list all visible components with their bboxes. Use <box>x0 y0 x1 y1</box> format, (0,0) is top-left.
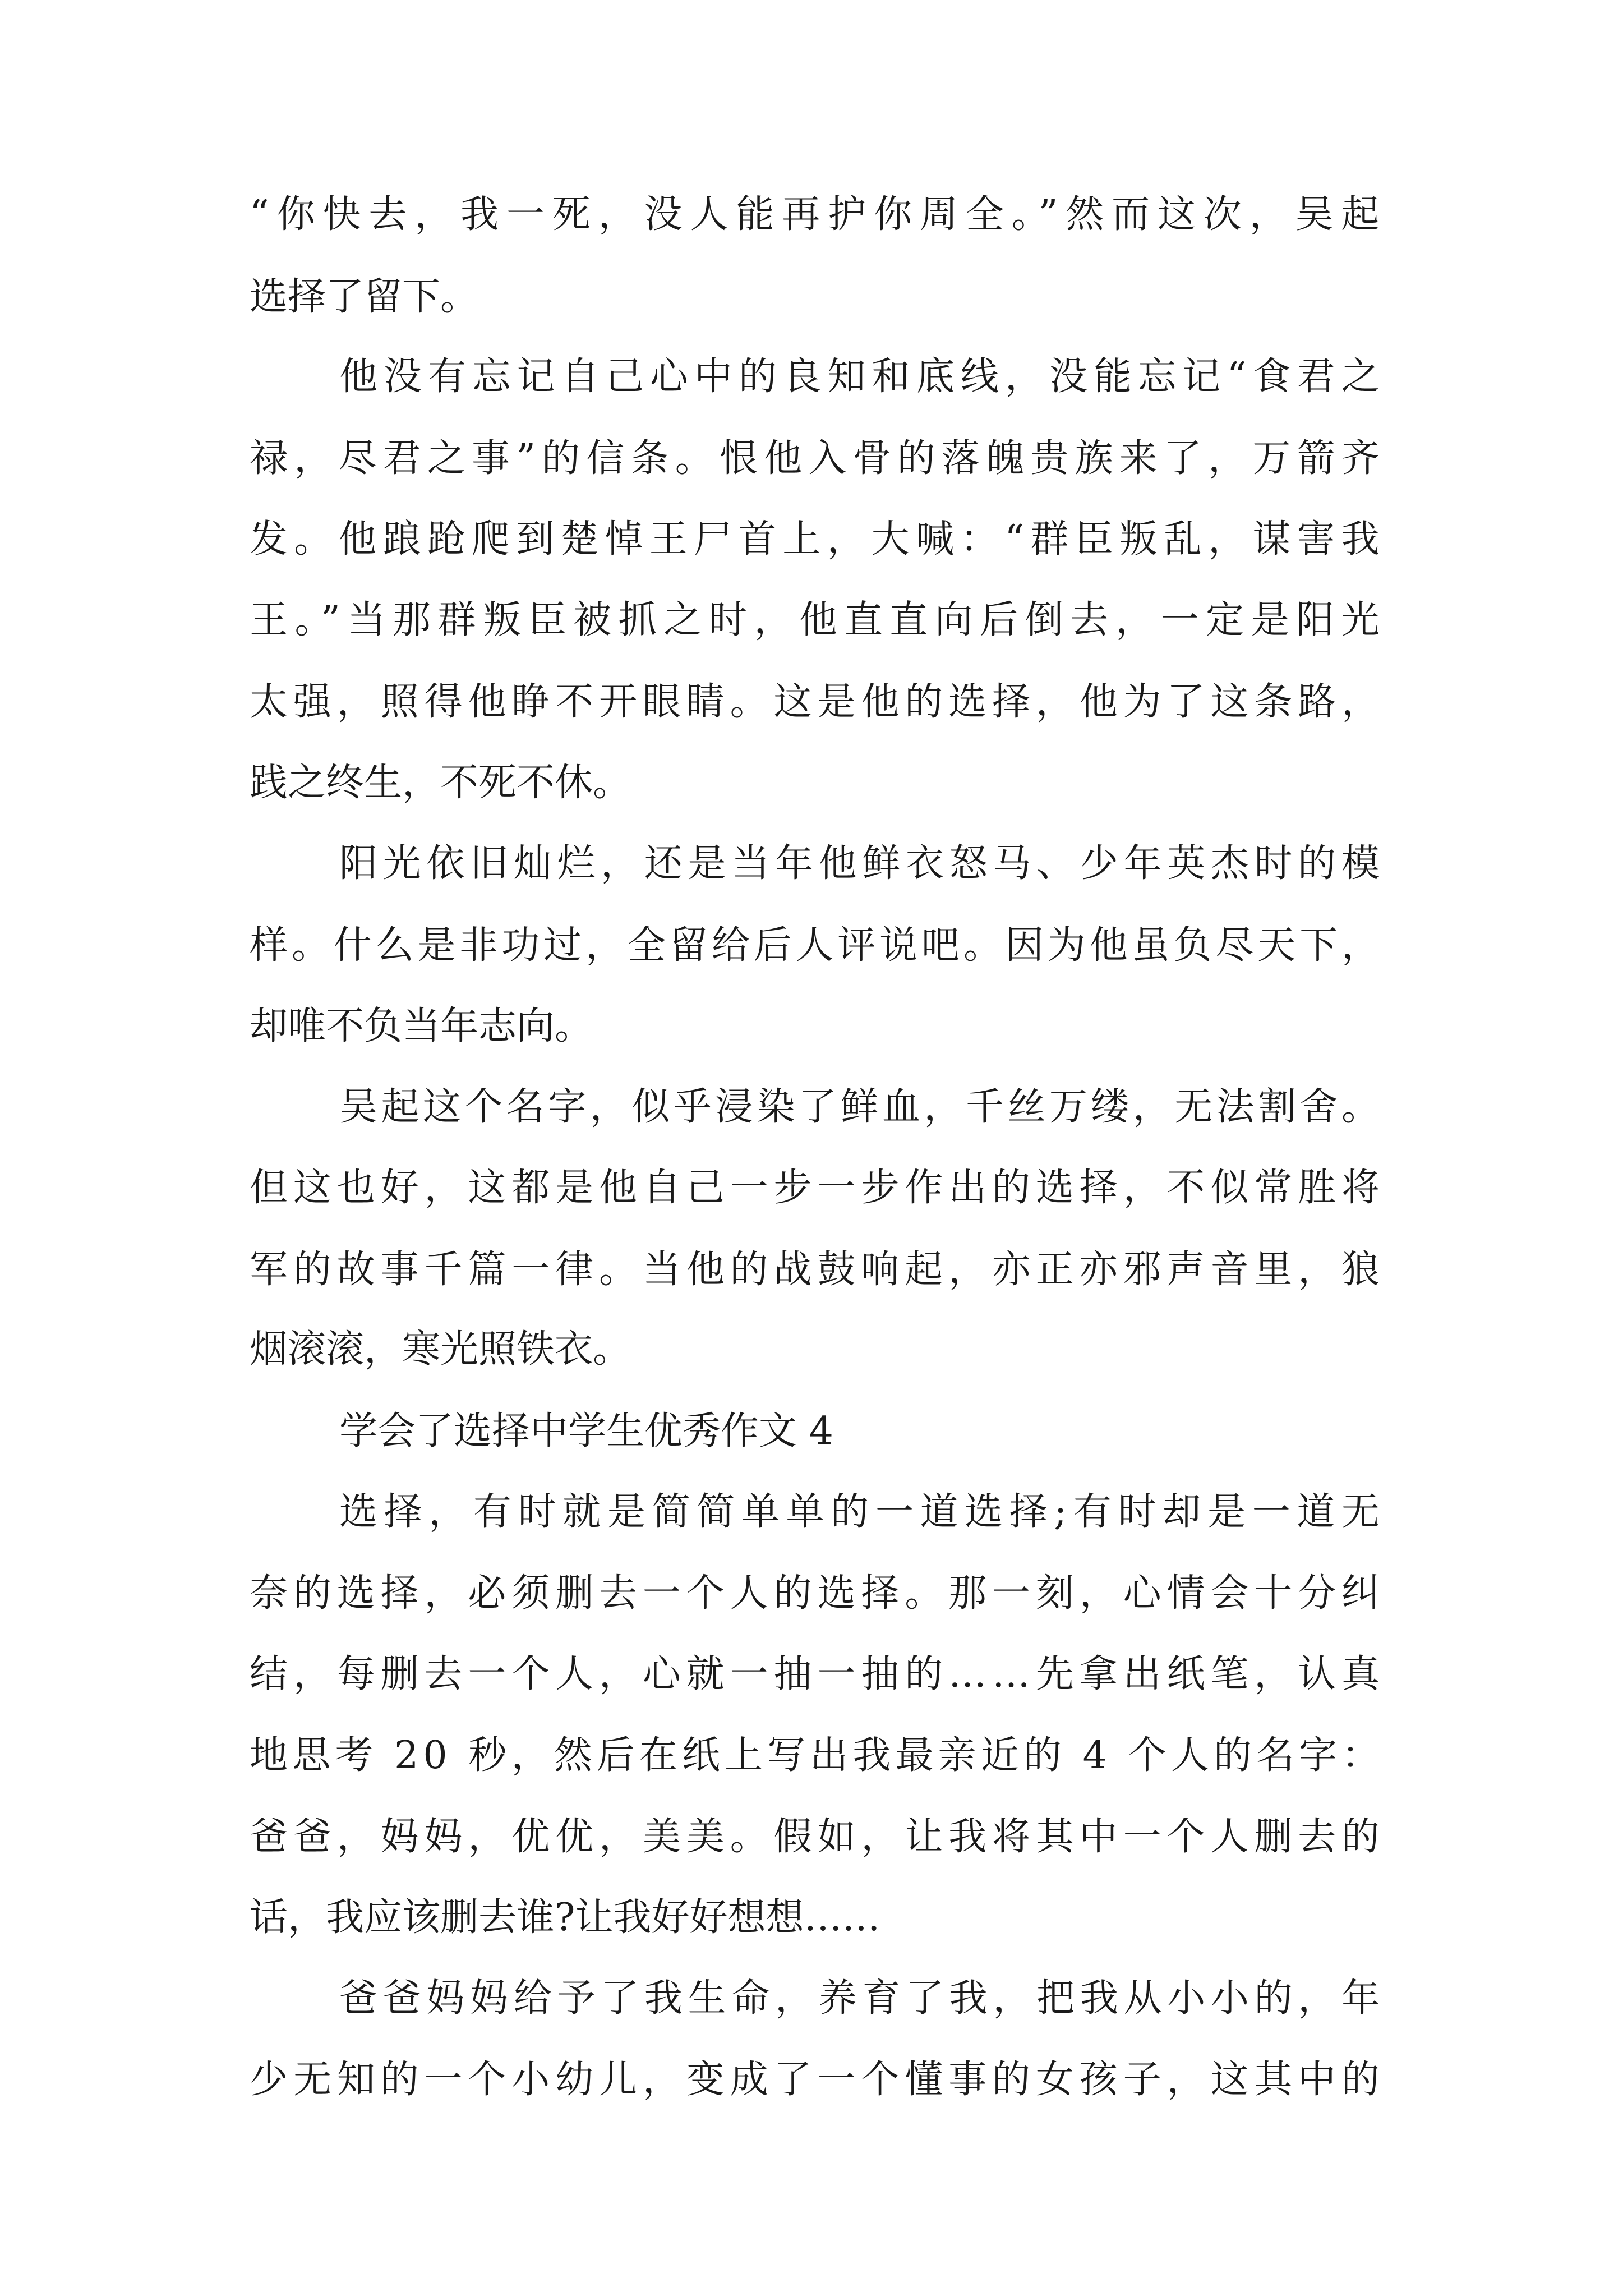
paragraph-line: 选择，有时就是简简单单的一道选择;有时却是一道无 <box>339 1490 1386 1534</box>
heading-text: 学会了选择中学生优秀作文 4 <box>339 1409 833 1453</box>
paragraph-line: 爸爸，妈妈，优优，美美。假如，让我将其中一个人删去的 <box>250 1815 1385 1859</box>
paragraph-line: 太强，照得他睁不开眼睛。这是他的选择，他为了这条路， <box>250 680 1385 724</box>
paragraph-line: 王。”当那群叛臣被抓之时，他直直向后倒去，一定是阳光 <box>250 598 1387 642</box>
paragraph-line: 他没有忘记自己心中的良知和底线，没能忘记“食君之 <box>339 355 1386 399</box>
paragraph-line: 阳光依旧灿烂，还是当年他鲜衣怒马、少年英杰时的模 <box>339 841 1385 886</box>
paragraph-line: 但这也好，这都是他自己一步一步作出的选择，不似常胜将 <box>250 1166 1385 1210</box>
paragraph-line: “你快去，我一死，没人能再护你周全。”然而这次，吴起 <box>250 192 1387 237</box>
paragraph-line: 样。什么是非功过，全留给后人评说吧。因为他虽负尽天下， <box>250 923 1384 968</box>
paragraph-line: 选择了留下。 <box>250 275 479 319</box>
paragraph-line: 禄，尽君之事”的信条。恨他入骨的落魄贵族来了，万箭齐 <box>250 436 1386 481</box>
paragraph-line: 烟滚滚，寒光照铁衣。 <box>250 1327 631 1372</box>
paragraph-line: 发。他踉跄爬到楚悼王尸首上，大喊：“群臣叛乱，谋害我 <box>250 517 1386 562</box>
paragraph-line: 爸爸妈妈给予了我生命，养育了我，把我从小小的，年 <box>339 1976 1385 2021</box>
paragraph-line: 军的故事千篇一律。当他的战鼓响起，亦正亦邪声音里，狼 <box>250 1248 1385 1292</box>
paragraph-line: 地思考 20 秒，然后在纸上写出我最亲近的 4 个人的名字： <box>250 1733 1385 1778</box>
paragraph-line: 践之终生，不死不休。 <box>250 761 631 805</box>
paragraph-line: 吴起这个名字，似乎浸染了鲜血，千丝万缕，无法割舍。 <box>339 1085 1384 1129</box>
paragraph-line: 奈的选择，必须删去一个人的选择。那一刻，心情会十分纠 <box>250 1571 1385 1616</box>
paragraph-line: 却唯不负当年志向。 <box>250 1004 593 1048</box>
paragraph-line: 少无知的一个小幼儿，变成了一个懂事的女孩子，这其中的 <box>250 2058 1385 2102</box>
paragraph-line: 结，每删去一个人，心就一抽一抽的……先拿出纸笔，认真 <box>250 1652 1385 1696</box>
paragraph-line: 话，我应该删去谁?让我好好想想…… <box>250 1895 880 1940</box>
